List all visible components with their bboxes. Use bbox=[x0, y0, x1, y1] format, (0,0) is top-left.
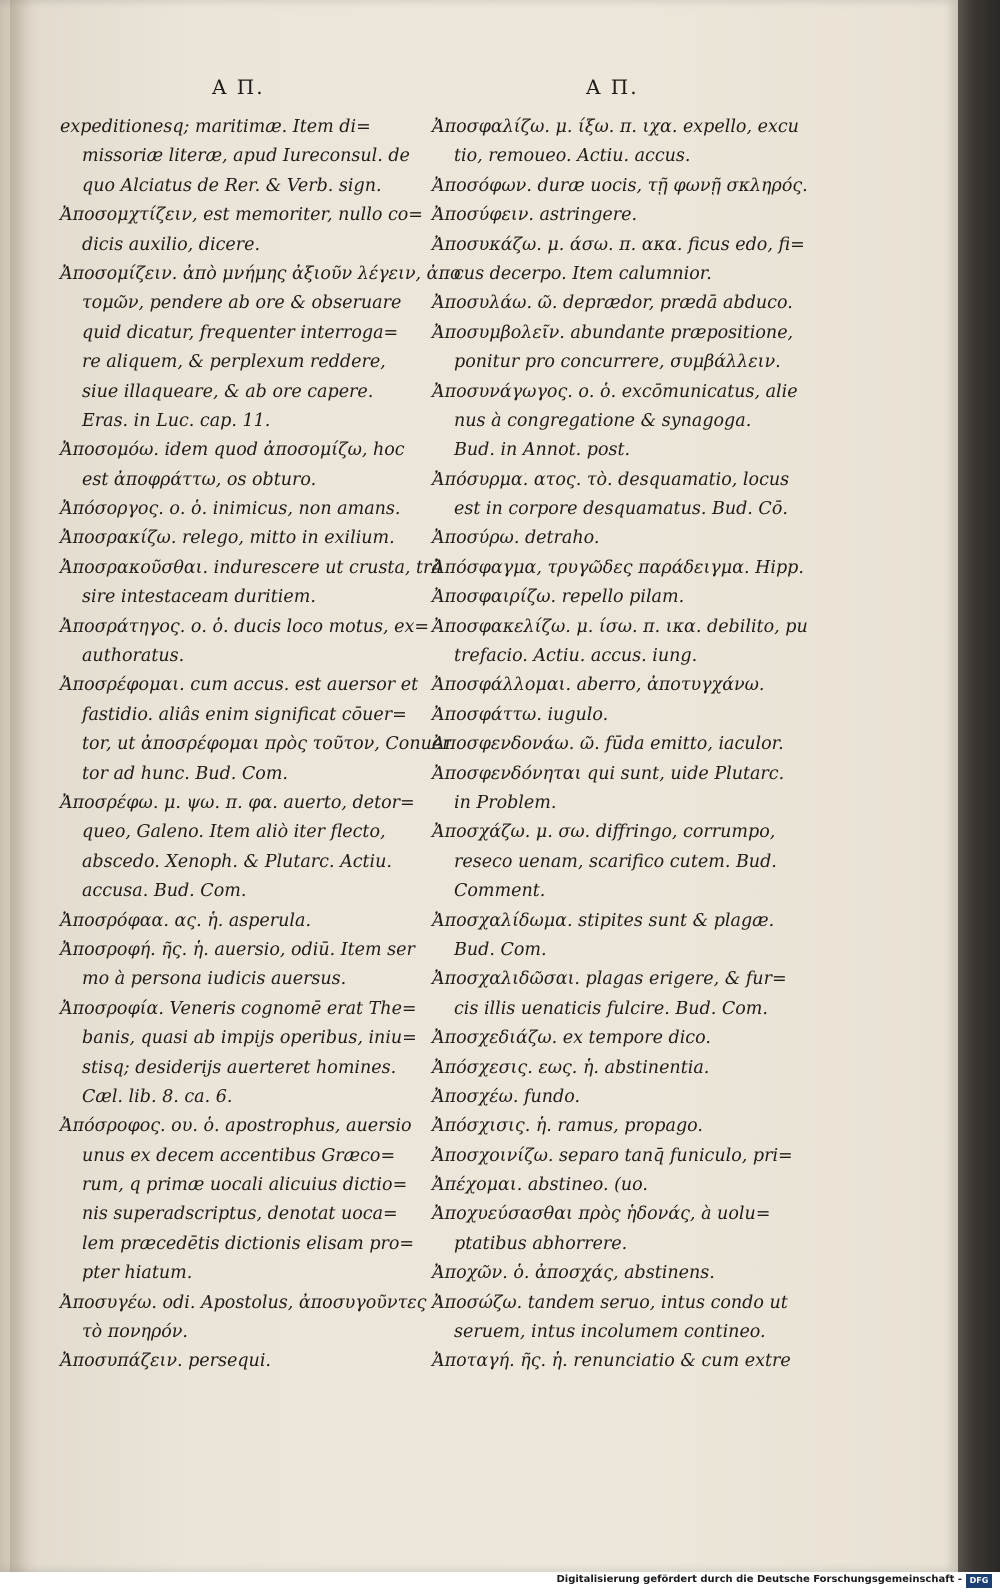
entry-continuation-line: Bud. Com. bbox=[454, 939, 547, 960]
entry-headword-line: Ἀποσφάλλομαι. aberro, ἀποτυγχάνω. bbox=[432, 675, 765, 696]
entry-continuation-line: abscedo. Xenoph. & Plutarc. Actiu. bbox=[82, 851, 392, 872]
left-column bbox=[60, 113, 461, 1377]
entry-headword-line: Ἀποσυγέω. odi. Apostolus, ἀποσυγοῦντες bbox=[60, 1292, 427, 1313]
entry-headword-line: Ἀποσυκάζω. μ. άσω. π. ακα. ficus edo, fi= bbox=[432, 234, 805, 255]
entry-continuation-line: Eras. in Luc. cap. 11. bbox=[82, 410, 271, 431]
entry-continuation-line: siue illaqueare, & ab ore capere. bbox=[82, 381, 374, 402]
running-head-left: A Π. bbox=[212, 75, 265, 99]
entry-headword-line: Ἀποσροφή. ῆς. ἡ. auersio, odiū. Item ser bbox=[60, 939, 415, 960]
entry-continuation-line: authoratus. bbox=[82, 646, 185, 667]
entry-continuation-line: unus ex decem accentibus Græco= bbox=[82, 1145, 396, 1166]
entry-headword-line: Ἀποσρακοῦσθαι. indurescere ut crusta, trā bbox=[60, 557, 442, 578]
entry-headword-line: Ἀποσρέφομαι. cum accus. est auersor et bbox=[60, 675, 419, 696]
entry-continuation-line: lem præcedētis dictionis elisam pro= bbox=[82, 1233, 415, 1254]
entry-headword-line: Ἀπέχομαι. abstineo. (uo. bbox=[432, 1175, 648, 1196]
entry-continuation-line: in Problem. bbox=[454, 792, 557, 813]
entry-continuation-line: nus à congregatione & synagoga. bbox=[454, 410, 752, 431]
entry-continuation-line: accusa. Bud. Com. bbox=[82, 881, 247, 902]
entry-continuation-line: mo à persona iudicis auersus. bbox=[82, 969, 347, 990]
entry-headword-line: Ἀποσφενδονάω. ῶ. fūda emitto, iaculor. bbox=[432, 734, 784, 755]
entry-headword-line: Ἀποσυπάζειν. persequi. bbox=[60, 1351, 271, 1372]
entry-continuation-line: cis illis uenaticis fulcire. Bud. Com. bbox=[454, 998, 768, 1019]
entry-headword-line: Ἀποσρέφω. μ. ψω. π. φα. auerto, detor= bbox=[60, 792, 415, 813]
entry-continuation-line: pter hiatum. bbox=[82, 1263, 193, 1284]
entry-continuation-line: rum, q primæ uocali alicuius dictio= bbox=[82, 1175, 408, 1196]
right-column bbox=[432, 113, 808, 1377]
entry-headword-line: Ἀποσχέω. fundo. bbox=[432, 1086, 581, 1107]
entry-headword-line: Ἀποσφακελίζω. μ. ίσω. π. ικα. debilito, pu bbox=[432, 616, 808, 637]
entry-headword-line: Ἀποσυνάγωγος. ο. ὁ. excōmunicatus, alie bbox=[432, 381, 798, 402]
entry-headword-line: Ἀποσράτηγος. ο. ὁ. ducis loco motus, ex= bbox=[60, 616, 430, 637]
entry-headword-line: Ἀπόσχεσις. εως. ἡ. abstinentia. bbox=[432, 1057, 710, 1078]
entry-continuation-line: missoriæ literæ, apud Iureconsul. de bbox=[82, 146, 410, 167]
entry-headword-line: Ἀπόσροφος. ου. ὁ. apostrophus, auersio bbox=[60, 1116, 412, 1137]
entry-continuation-line: queo, Galeno. Item aliò iter flecto, bbox=[82, 822, 386, 843]
entry-continuation-line: re aliquem, & perplexum reddere, bbox=[82, 352, 386, 373]
book-edge bbox=[958, 0, 1000, 1572]
entry-headword-line: Ἀποσομίζειν. ἀπὸ μνήμης ἀξιοῦν λέγειν, ἀπο bbox=[60, 263, 461, 284]
entry-continuation-line: τομῶν, pendere ab ore & obseruare bbox=[82, 293, 402, 314]
entry-headword-line: Ἀπόσυρμα. ατος. τὸ. desquamatio, locus bbox=[432, 469, 790, 490]
entry-continuation-line: Bud. in Annot. post. bbox=[454, 440, 631, 461]
dfg-logo: DFG bbox=[966, 1574, 992, 1588]
entry-continuation-line: tio, remoueo. Actiu. accus. bbox=[454, 146, 691, 167]
entry-headword-line: Ἀποσώζω. tandem seruo, intus condo ut bbox=[432, 1292, 788, 1313]
entry-continuation-line: banis, quasi ab impijs operibus, iniu= bbox=[82, 1028, 417, 1049]
entry-headword-line: Ἀποσόφων. duræ uocis, τῇ φωνῇ σκληρός. bbox=[432, 175, 808, 196]
entry-headword-line: Ἀποσύφειν. astringere. bbox=[432, 205, 638, 226]
entry-continuation-line: nis superadscriptus, denotat uoca= bbox=[82, 1204, 398, 1225]
entry-headword-line: Ἀπόσχισις. ἡ. ramus, propago. bbox=[432, 1116, 703, 1137]
entry-continuation-line: reseco uenam, scarifico cutem. Bud. bbox=[454, 851, 777, 872]
entry-headword-line: Ἀποσφενδόνηται qui sunt, uide Plutarc. bbox=[432, 763, 785, 784]
entry-headword-line: expeditionesq; maritimæ. Item di= bbox=[60, 117, 371, 137]
entry-continuation-line: seruem, intus incolumem contineo. bbox=[454, 1322, 766, 1343]
running-head-right: A Π. bbox=[586, 75, 639, 99]
entry-headword-line: Ἀποσυμβολεῖν. abundante præpositione, bbox=[432, 322, 794, 343]
entry-continuation-line: Cæl. lib. 8. ca. 6. bbox=[82, 1086, 233, 1107]
entry-headword-line: Ἀποσχαλίδωμα. stipites sunt & plagæ. bbox=[432, 910, 775, 931]
entry-headword-line: Ἀποσρόφαα. ας. ἡ. asperula. bbox=[60, 910, 312, 931]
entry-headword-line: Ἀποσομχτίζειν, est memoriter, nullo co= bbox=[60, 205, 423, 226]
entry-continuation-line: est ἀποφράττω, os obturo. bbox=[82, 469, 317, 490]
entry-headword-line: Ἀποσφαιρίζω. repello pilam. bbox=[432, 587, 685, 608]
entry-headword-line: Ἀποχῶν. ὁ. ἀποσχάς, abstinens. bbox=[432, 1263, 715, 1284]
entry-headword-line: Ἀποσύρω. detraho. bbox=[432, 528, 600, 549]
entry-continuation-line: quid dicatur, frequenter interroga= bbox=[82, 322, 399, 343]
entry-headword-line: Ἀποσχοινίζω. separo tanq̄ funiculo, pri= bbox=[432, 1145, 793, 1166]
entry-continuation-line: ptatibus abhorrere. bbox=[454, 1233, 628, 1254]
entry-headword-line: Ἀποσροφία. Veneris cognomē erat The= bbox=[60, 998, 417, 1019]
entry-continuation-line: est in corpore desquamatus. Bud. Cō. bbox=[454, 499, 788, 520]
entry-continuation-line: fastidio. aliâs enim significat cōuer= bbox=[82, 704, 407, 725]
entry-headword-line: Ἀποσχεδιάζω. ex tempore dico. bbox=[432, 1028, 711, 1049]
entry-headword-line: Ἀποσρακίζω. relego, mitto in exilium. bbox=[60, 528, 395, 549]
entry-headword-line: Ἀποταγή. ῆς. ἡ. renunciatio & cum extre bbox=[432, 1351, 791, 1372]
entry-continuation-line: tor, ut ἀποσρέφομαι πρὸς τοῦτον, Conuer bbox=[82, 734, 451, 755]
entry-continuation-line: quo Alciatus de Rer. & Verb. sign. bbox=[82, 175, 382, 196]
entry-headword-line: Ἀποσφαλίζω. μ. ίξω. π. ιχα. expello, excu bbox=[432, 117, 799, 137]
entry-continuation-line: trefacio. Actiu. accus. iung. bbox=[454, 646, 698, 667]
entry-headword-line: Ἀποσχάζω. μ. σω. diffringo, corrumpo, bbox=[432, 822, 776, 843]
entry-continuation-line: ponitur pro concurrere, συμβάλλειν. bbox=[454, 352, 781, 373]
entry-continuation-line: stisq; desiderijs auerteret homines. bbox=[82, 1057, 397, 1078]
entry-headword-line: Ἀποσομόω. idem quod ἀποσομίζω, hoc bbox=[60, 440, 405, 461]
entry-headword-line: Ἀποχυεύσασθαι πρὸς ἡδονάς, à uolu= bbox=[432, 1204, 771, 1225]
entry-continuation-line: dicis auxilio, dicere. bbox=[82, 234, 261, 255]
entry-headword-line: Ἀπόσφαγμα, τρυγῶδες παράδειγμα. Hipp. bbox=[432, 557, 804, 578]
entry-continuation-line: cus decerpo. Item calumnior. bbox=[454, 263, 712, 284]
footer-credit: Digitalisierung gefördert durch die Deutsche Forschungsgemeinschaft - bbox=[556, 1574, 962, 1585]
entry-continuation-line: τὸ πονηρόν. bbox=[82, 1322, 188, 1343]
entry-continuation-line: tor ad hunc. Bud. Com. bbox=[82, 763, 288, 784]
entry-continuation-line: sire intestaceam duritiem. bbox=[82, 587, 316, 608]
entry-headword-line: Ἀπόσοργος. ο. ὁ. inimicus, non amans. bbox=[60, 499, 401, 520]
entry-headword-line: Ἀποσχαλιδῶσαι. plagas erigere, & fur= bbox=[432, 969, 787, 990]
entry-headword-line: Ἀποσφάττω. iugulo. bbox=[432, 704, 609, 725]
entry-headword-line: Ἀποσυλάω. ῶ. deprædor, prædā abduco. bbox=[432, 293, 793, 314]
page-gutter-shadow bbox=[10, 0, 30, 1572]
entry-continuation-line: Comment. bbox=[454, 881, 546, 902]
